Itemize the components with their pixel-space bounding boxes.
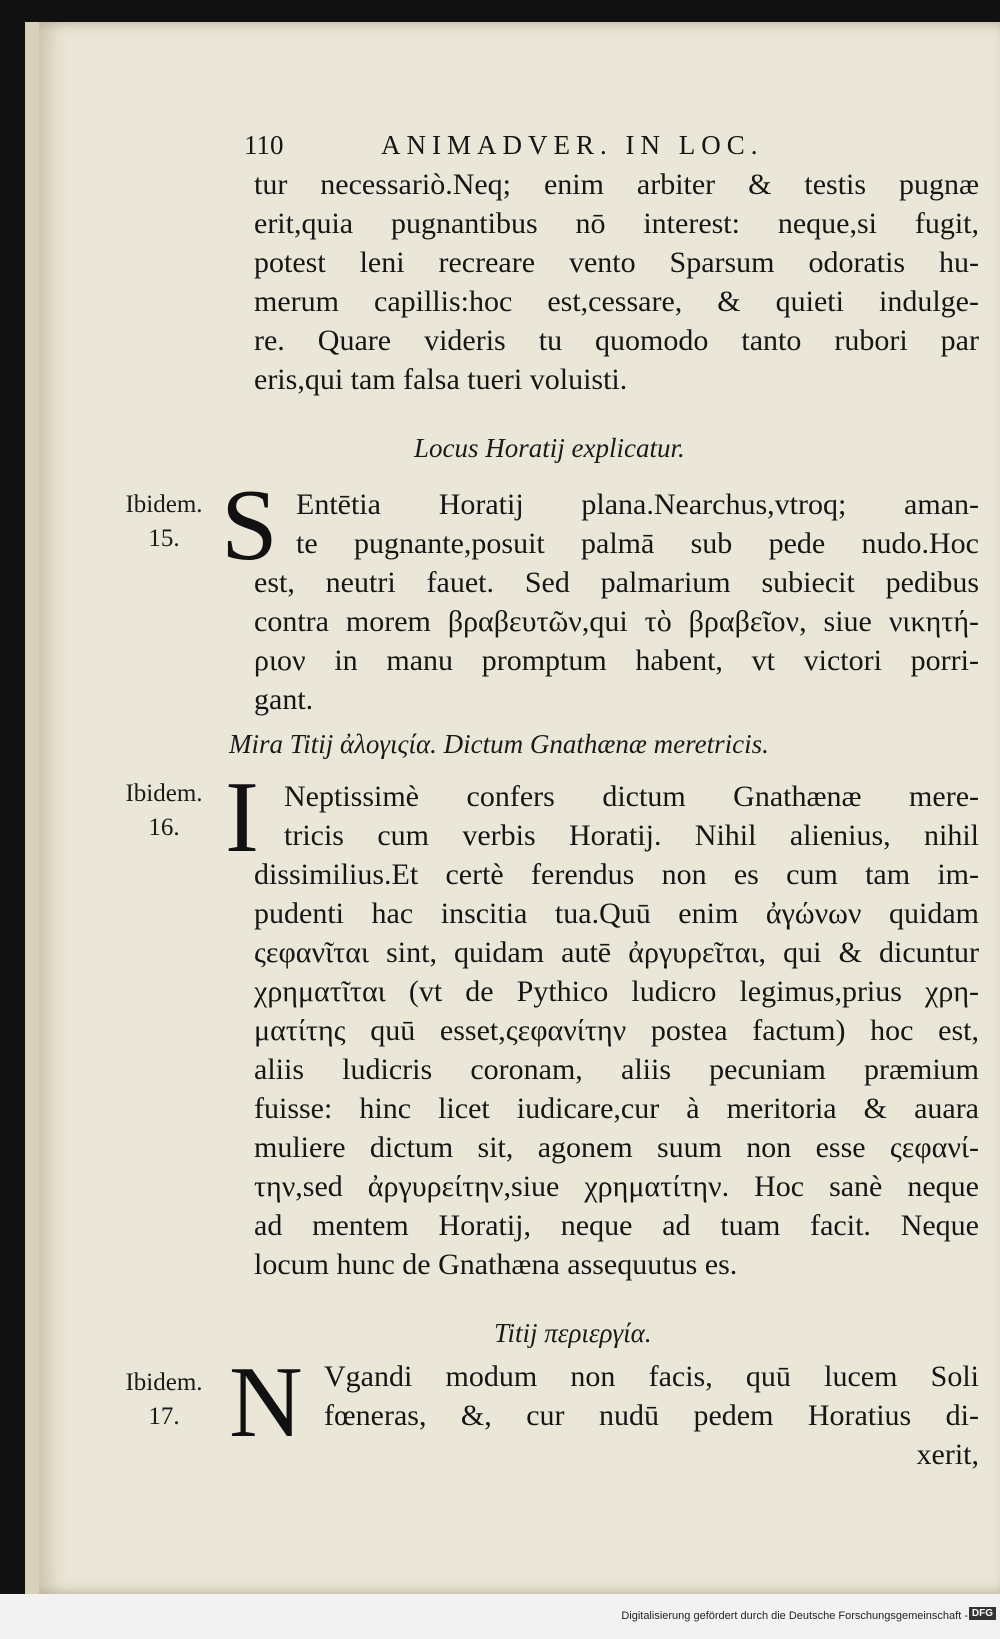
margin-number: 15.	[148, 525, 180, 552]
text-line: την,sed ἀργυρείτην,siue χρηματίτην. Hoc sanè neque	[254, 1170, 979, 1203]
text-line: muliere dictum sit, agonem suum non esse ςεφανί-	[254, 1131, 979, 1164]
text-line: Vgandi modum non facis, quū lucem Soli	[324, 1360, 979, 1393]
text-line: eris,qui tam falsa tueri voluisti.	[254, 363, 628, 396]
margin-ref: Ibidem.	[125, 491, 203, 518]
text-line: dissimilius.Et certè ferendus non es cum tam im-	[254, 858, 979, 891]
text-line: merum capillis:hoc est,cessare, & quieti indulge-	[254, 285, 979, 318]
text-line: erit,quia pugnantibus nō interest: neque,si fugit,	[254, 207, 979, 240]
book-page	[25, 22, 1000, 1594]
text-line: fuisse: hinc licet iudicare,cur à meritoria & auara	[254, 1092, 979, 1125]
text-line: contra morem βραβευτῶν,qui τὸ βραβεῖον, siue νικητή-	[254, 605, 979, 638]
section-heading: Mira Titij ἀλογιςία. Dictum Gnathænæ meretricis.	[229, 729, 769, 759]
text-line: te pugnante,posuit palmā sub pede nudo.Hoc	[296, 527, 979, 560]
margin-number: 17.	[148, 1403, 180, 1430]
margin-note	[99, 777, 229, 845]
catchword: xerit,	[916, 1438, 979, 1471]
text-line: aliis ludicris coronam, aliis pecuniam præmium	[254, 1053, 979, 1086]
margin-note	[99, 488, 229, 556]
text-line: ματίτης quū esset,ςεφανίτην postea factum) hoc est,	[254, 1014, 979, 1047]
text-line: fœneras, &, cur nudū pedem Horatius di-	[324, 1399, 979, 1432]
margin-ref: Ibidem.	[125, 1369, 203, 1396]
text-line: ad mentem Horatij, neque ad tuam facit. Neque	[254, 1209, 979, 1242]
text-line: gant.	[254, 683, 314, 716]
text-line: tricis cum verbis Horatij. Nihil alienius, nihil	[284, 819, 979, 852]
running-title: ANIMADVER. IN LOC.	[381, 130, 764, 160]
margin-number: 16.	[148, 814, 180, 841]
text-line: Entētia Horatij plana.Nearchus,vtroq; aman-	[296, 488, 979, 521]
page-number: 110	[244, 130, 284, 160]
text-line: pudenti hac inscitia tua.Quū enim ἀγώνων quidam	[254, 897, 979, 930]
margin-note	[99, 1366, 229, 1434]
text-line: ςεφανῖται sint, quidam autē ἀργυρεῖται, qui & dicuntur	[254, 936, 979, 969]
drop-cap: I	[225, 761, 259, 874]
drop-cap: S	[221, 469, 278, 582]
text-line: potest leni recreare vento Sparsum odoratis hu-	[254, 246, 979, 279]
section-heading: Locus Horatij explicatur.	[414, 433, 685, 463]
drop-cap: N	[229, 1346, 303, 1459]
text-line: ριον in manu promptum habent, vt victori porri-	[254, 644, 979, 677]
section-heading: Titij περιεργία.	[494, 1318, 652, 1348]
text-line: est, neutri fauet. Sed palmarium subiecit pedibus	[254, 566, 979, 599]
margin-ref: Ibidem.	[125, 780, 203, 807]
text-line: Neptissimè confers dictum Gnathænæ mere-	[284, 780, 979, 813]
footer-bar	[0, 1594, 1000, 1639]
text-line: locum hunc de Gnathæna assequutus es.	[254, 1248, 738, 1281]
text-line: χρηματῖται (vt de Pythico ludicro legimus,prius χρη-	[254, 975, 979, 1008]
text-line: tur necessariò.Neq; enim arbiter & testis pugnæ	[254, 168, 979, 201]
funding-credit: Digitalisierung gefördert durch die Deutsche Forschungsgemeinschaft -	[621, 1610, 968, 1622]
text-line: re. Quare videris tu quomodo tanto rubori par	[254, 324, 979, 357]
dfg-logo: DFG	[969, 1607, 996, 1620]
